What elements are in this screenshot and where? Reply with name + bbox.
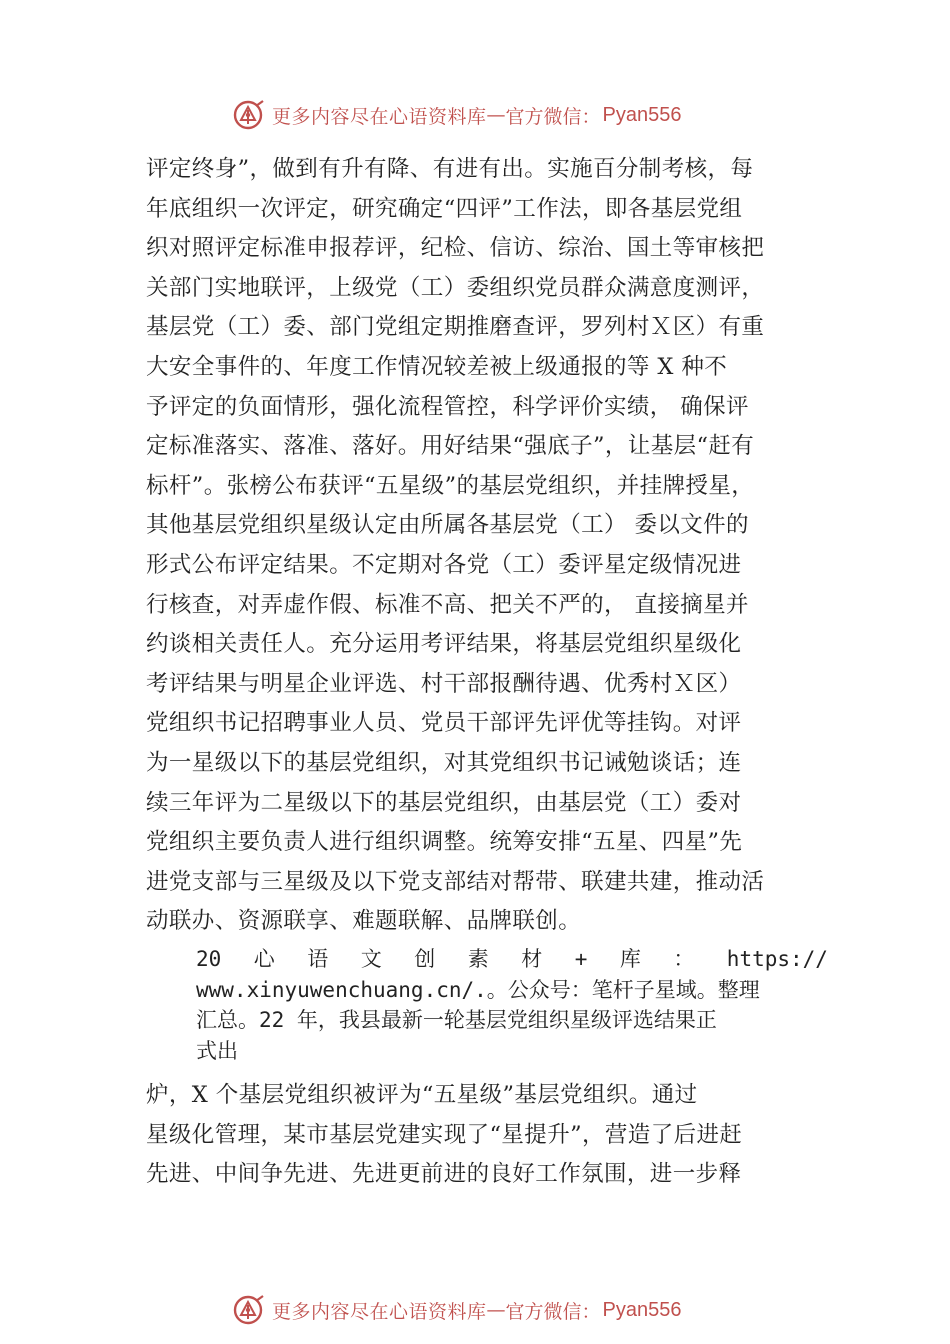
paragraph-line: 年底组织一次评定，研究确定“四评”工作法，即各基层党组 — [146, 195, 743, 222]
watermark-label: 官方微信： — [505, 1300, 601, 1323]
paragraph-line: 予评定的负面情形，强化流程管控，科学评价实绩， 确保评 — [146, 393, 749, 420]
indented-line: 式出 — [196, 1038, 238, 1063]
paragraph-line: 党组织主要负责人进行组织调整。统筹安排“五星、四星”先 — [146, 829, 743, 856]
paragraph-line: 关部门实地联评，上级党（工）委组织党员群众满意度测评， — [146, 274, 765, 301]
paragraph-2 — [146, 1075, 821, 1194]
paragraph-line: 其他基层党组织星级认定由所属各基层党（工） 委以文件的 — [146, 512, 749, 539]
spread-line — [196, 944, 828, 975]
paragraph-line: 评定终身”，做到有升有降、有进有出。实施百分制考核，每 — [146, 156, 754, 182]
paragraph-line: 定标准落实、落准、落好。用好结果“强底子”，让基层“赶有 — [146, 433, 755, 460]
paragraph-line: 进党支部与三星级及以下党支部结对帮带、联建共建，推动活 — [146, 868, 765, 895]
spread-token: 文 — [360, 947, 382, 971]
paragraph-line: 织对照评定标准申报荐评，纪检、信访、综治、国土等审核把 — [146, 235, 765, 262]
indented-line: 汇总。22 年，我县最新一轮基层党组织星级评选结果正 — [196, 1008, 717, 1032]
paragraph-line: 形式公布评定结果。不定期对各党（工）委评星定级情况进 — [146, 551, 742, 578]
spread-token: https:// — [726, 947, 828, 971]
paragraph-line: 基层党（工）委、部门党组定期推磨查评，罗列村Ｘ区）有重 — [146, 314, 765, 341]
paragraph-line: 星级化管理，某市基层党建实现了“星提升”，营造了后进赶 — [146, 1121, 743, 1148]
indented-line: www.xinyuwenchuang.cn/.。公众号：笔杆子星域。整理 — [196, 977, 760, 1002]
spread-token: 心 — [253, 947, 275, 971]
footer-watermark — [232, 1293, 682, 1327]
spread-token: 库 — [619, 947, 641, 971]
header-watermark — [232, 98, 682, 132]
spread-token: 素 — [467, 947, 489, 971]
paragraph-line: 标杆”。张榜公布获评“五星级”的基层党组织，并挂牌授星， — [146, 472, 755, 499]
spread-token: 20 — [196, 947, 222, 971]
watermark-brand-text: 更多内容尽在心语资料库 — [272, 105, 487, 128]
paragraph-line: 考评结果与明星企业评选、村干部报酬待遇、优秀村Ｘ区） — [146, 670, 742, 697]
spread-token: 材 — [521, 947, 543, 971]
spread-token: + — [574, 947, 588, 971]
paragraph-line: 动联办、资源联享、难题联解、品牌联创。 — [146, 908, 582, 935]
spread-token: 语 — [307, 947, 329, 971]
watermark-wechat-id: Pyan556 — [602, 103, 682, 126]
watermark-label: 官方微信： — [505, 105, 601, 128]
indented-source-note — [196, 944, 828, 1066]
paragraph-line: 为一星级以下的基层党组织，对其党组织书记诫勉谈话；连 — [146, 749, 742, 776]
paragraph-line: 炉，X 个基层党组织被评为“五星级”基层党组织。通过 — [146, 1082, 698, 1108]
paragraph-line: 行核查，对弄虚作假、标准不高、把关不严的， 直接摘星并 — [146, 591, 749, 618]
watermark-brand-text: 更多内容尽在心语资料库 — [272, 1300, 487, 1323]
watermark-wechat-id: Pyan556 — [602, 1298, 682, 1321]
paragraph-line: 续三年评为二星级以下的基层党组织，由基层党（工）委对 — [146, 789, 742, 816]
paragraph-1 — [146, 150, 821, 942]
seal-logo-icon — [232, 98, 266, 132]
paragraph-line: 先进、中间争先进、先进更前进的良好工作氛围，进一步释 — [146, 1161, 742, 1188]
seal-logo-icon — [232, 1293, 266, 1327]
paragraph-line: 党组织书记招聘事业人员、党员干部评先评优等挂钩。对评 — [146, 710, 742, 737]
watermark-dash: — — [486, 1299, 506, 1321]
spread-token: 创 — [414, 947, 436, 971]
spread-token: ： — [673, 947, 695, 971]
watermark-dash: — — [486, 104, 506, 126]
paragraph-line: 约谈相关责任人。充分运用考评结果，将基层党组织星级化 — [146, 631, 742, 658]
paragraph-line: 大安全事件的、年度工作情况较差被上级通报的等 X 种不 — [146, 353, 728, 380]
